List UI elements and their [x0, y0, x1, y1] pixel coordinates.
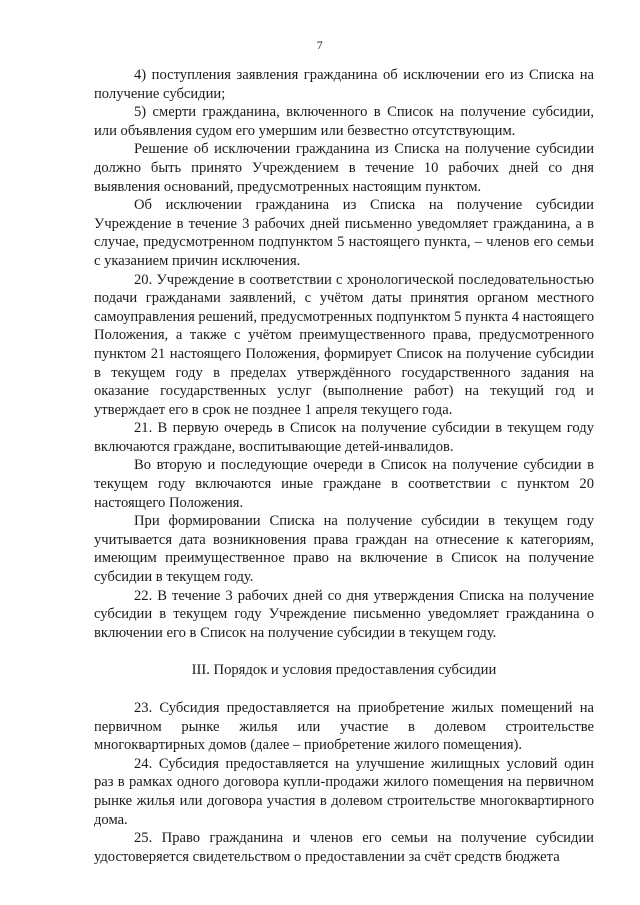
document-body — [94, 66, 594, 866]
page-number: 7 — [316, 38, 324, 52]
paragraph: 22. В течение 3 рабочих дней со дня утверждения Списка на получение субсидии в текущем году Учреждение письменно уведомляет гражданина о включении его в Список на получение субсидии в текущем году. — [94, 587, 594, 641]
paragraph: Об исключении гражданина из Списка на получение субсидии Учреждение в течение 3 рабочих дней письменно уведомляет гражданина, а в случае, предусмотренном подпунктом 5 настоящего пункта, – членов его семьи с указанием причин исключения. — [94, 197, 594, 269]
paragraph: Во вторую и последующие очереди в Список на получение субсидии в текущем году включаются иные граждане в соответствии с пунктом 20 настоящего Положения. — [94, 457, 594, 511]
paragraph: 25. Право гражданина и членов его семьи на получение субсидии удостоверяется свидетельством о предоставлении за счёт средств бюджета — [94, 830, 594, 865]
paragraph: При формировании Списка на получение субсидии в текущем году учитывается дата возникновения права граждан на отнесение к категориям, имеющим преимущественное право на включение в Список на получение субсидии в текущем году. — [94, 513, 594, 586]
paragraph: 20. Учреждение в соответствии с хронологической последовательностью подачи гражданами заявлений, с учётом даты принятия органом местного самоуправления решений, предусмотренных подпунктом 5 пункта 4 настоящего Положения, а также с учётом преимущественного права, предусмотренного пунктом 21 настоящего Положения, формирует Список на получение субсидии в текущем году в пределах утверждённого государственного задания на оказание государственных услуг (выполнение работ) на текущий год и утверждает его в срок не позднее 1 апреля текущего года. — [94, 271, 594, 418]
paragraph: 23. Субсидия предоставляется на приобретение жилых помещений на первичном рынке жилья или участие в долевом строительстве многоквартирных домов (далее – приобретение жилого помещения). — [94, 700, 594, 754]
section-heading: III. Порядок и условия предоставления субсидии — [191, 662, 497, 679]
paragraph: Решение об исключении гражданина из Списка на получение субсидии должно быть принято Учреждением в течение 10 рабочих дней со дня выявления оснований, предусмотренных настоящим пунктом. — [94, 141, 594, 195]
paragraph: 24. Субсидия предоставляется на улучшение жилищных условий один раз в рамках одного договора купли-продажи жилого помещения на первичном рынке жилья или договора участия в долевом строительстве многоквартирного дома. — [94, 755, 594, 828]
paragraph: 4) поступления заявления гражданина об исключении его из Списка на получение субсидии; — [94, 67, 594, 102]
paragraph: 5) смерти гражданина, включенного в Список на получение субсидии, или объявления судом его умершим или безвестно отсутствующим. — [94, 104, 594, 139]
paragraph: 21. В первую очередь в Список на получение субсидии в текущем году включаются граждане, воспитывающие детей-инвалидов. — [94, 420, 594, 455]
